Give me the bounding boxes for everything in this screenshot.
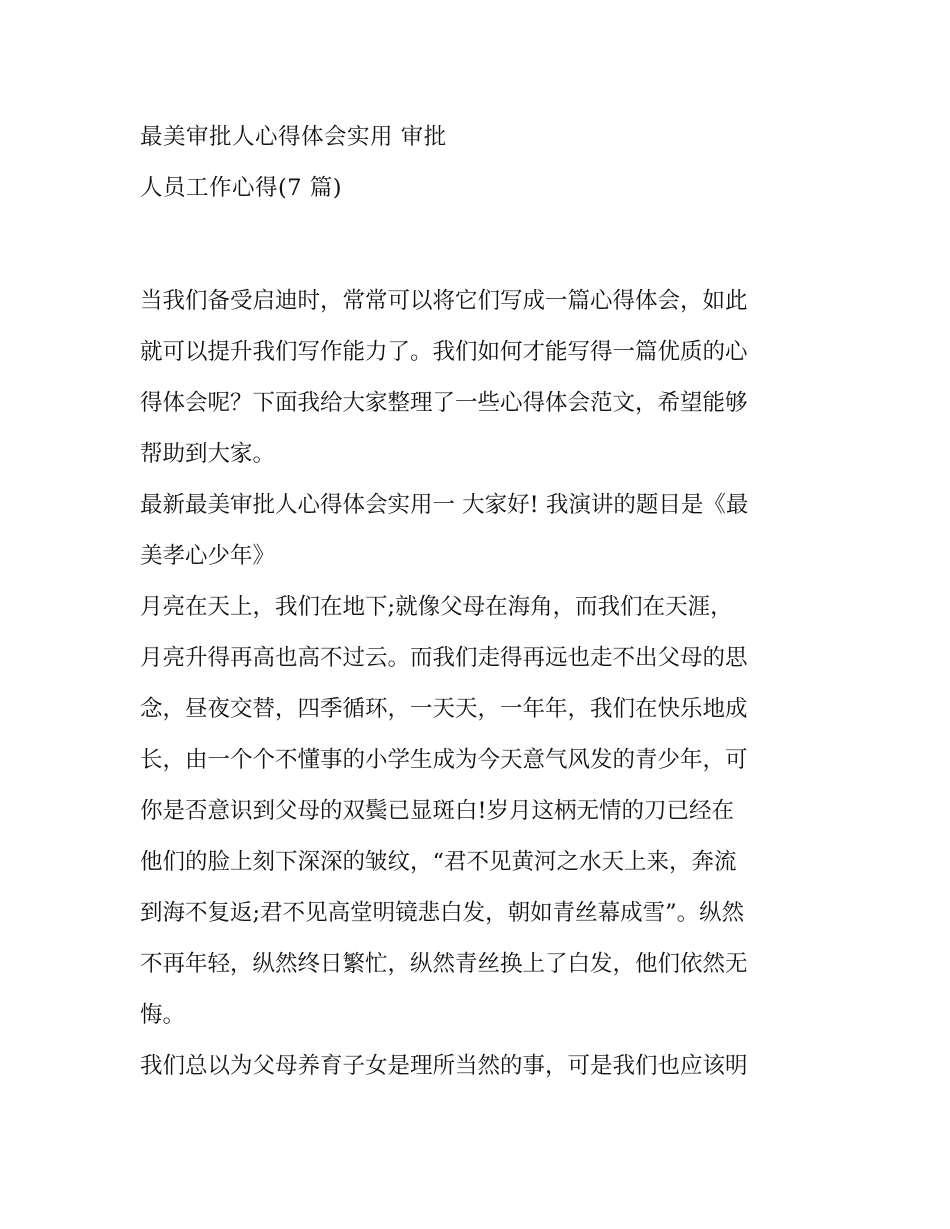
text-line: 我们总以为父母养育子女是理所当然的事，可是我们也应该明 — [140, 1053, 748, 1079]
body-paragraph — [140, 582, 812, 1041]
text-line: 美孝心少年》 — [140, 543, 276, 569]
text-line: 月亮升得再高也高不过云。而我们走得再远也走不出父母的思 — [140, 645, 748, 671]
text-line: 你是否意识到父母的双鬓已显斑白!岁月这柄无情的刀已经在 — [140, 798, 735, 824]
section-heading-paragraph — [140, 480, 812, 582]
document-title — [140, 112, 812, 214]
text-line: 悔。 — [140, 1002, 186, 1028]
title-line: 人员工作心得(7 篇) — [140, 175, 343, 201]
text-line: 得体会呢？下面我给大家整理了一些心得体会范文，希望能够 — [140, 390, 748, 416]
text-line: 不再年轻，纵然终日繁忙，纵然青丝换上了白发，他们依然无 — [140, 951, 748, 977]
text-line: 到海不复返;君不见高堂明镜悲白发，朝如青丝幕成雪”。纵然 — [140, 900, 745, 926]
text-line: 帮助到大家。 — [140, 441, 276, 467]
text-line: 月亮在天上，我们在地下;就像父母在海角，而我们在天涯， — [140, 594, 733, 620]
intro-paragraph — [140, 276, 812, 480]
document-body — [140, 276, 812, 1092]
title-line: 最美审批人心得体会实用 审批 — [140, 124, 447, 150]
body-paragraph — [140, 1041, 812, 1092]
text-line: 就可以提升我们写作能力了。我们如何才能写得一篇优质的心 — [140, 339, 748, 365]
text-line: 当我们备受启迪时，常常可以将它们写成一篇心得体会，如此 — [140, 288, 748, 314]
text-line: 最新最美审批人心得体会实用一 大家好! 我演讲的题目是《最 — [140, 492, 749, 518]
text-line: 他们的脸上刻下深深的皱纹，“君不见黄河之水天上来，奔流 — [140, 849, 737, 875]
text-line: 念，昼夜交替，四季循环，一天天，一年年，我们在快乐地成 — [140, 696, 748, 722]
text-line: 长，由一个个不懂事的小学生成为今天意气风发的青少年，可 — [140, 747, 748, 773]
